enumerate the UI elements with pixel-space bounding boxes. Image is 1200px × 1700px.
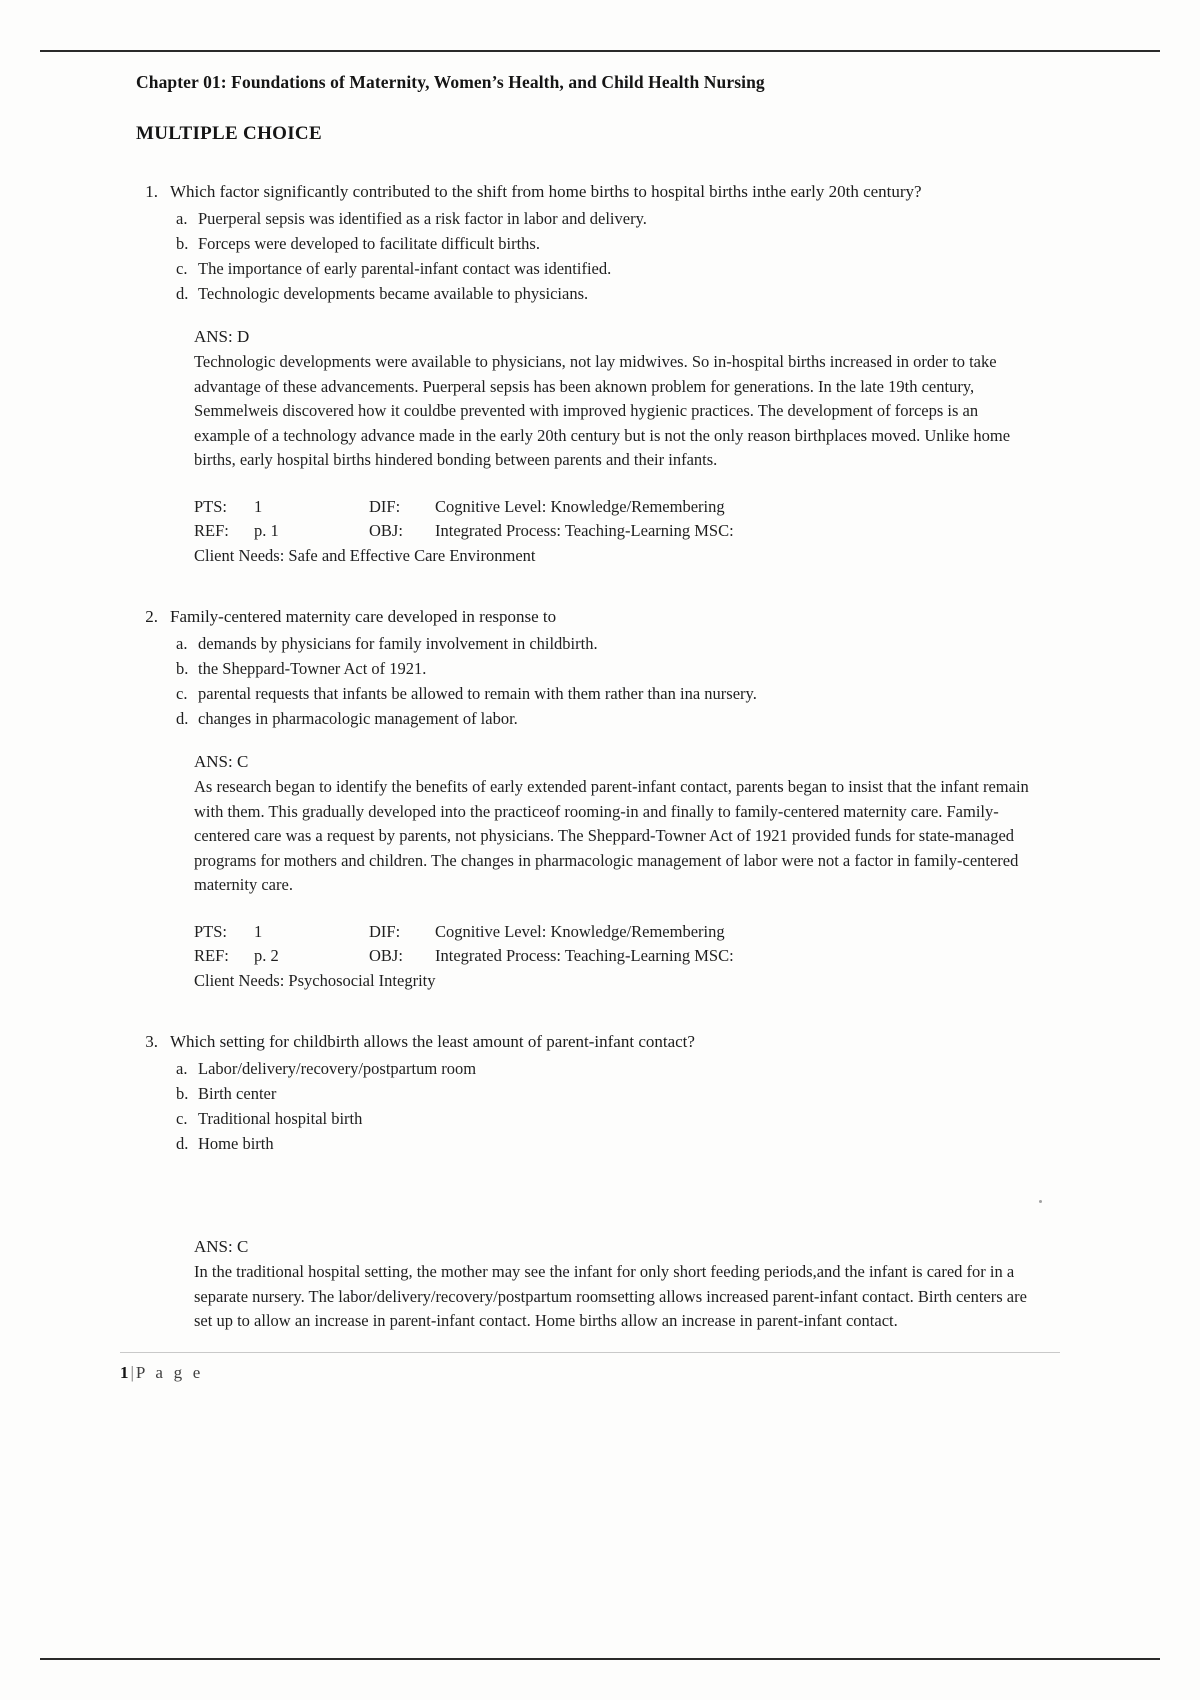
choice-item[interactable] [136, 281, 1056, 306]
client-needs: Client Needs: Safe and Effective Care Environment [194, 545, 536, 565]
page-bottom-rule [40, 1658, 1160, 1660]
question-stem-row [136, 1029, 1056, 1054]
question-stem-row [136, 604, 1056, 629]
dif-key: DIF: [369, 496, 401, 516]
question-number: 1. [145, 182, 158, 201]
page-top-rule [40, 50, 1160, 52]
question-stem: Family-centered maternity care developed in response to [170, 607, 557, 626]
choice-text: Puerperal sepsis was identified as a risk factor in labor and delivery. [198, 209, 647, 228]
choice-list [136, 206, 1056, 306]
question-metadata [194, 495, 1056, 569]
page-title: Chapter 01: Foundations of Maternity, Women’s Health, and Child Health Nursing [136, 72, 765, 92]
footer-page-word: P a g e [135, 1363, 204, 1382]
choice-text: Home birth [198, 1134, 274, 1153]
pts-key: PTS: [194, 921, 228, 941]
choice-letter: b. [176, 1084, 189, 1103]
choice-list [136, 631, 1056, 731]
ref-key: REF: [194, 521, 229, 540]
question-number: 3. [145, 1032, 158, 1051]
pts-key: PTS: [194, 496, 228, 516]
answer-label: ANS: C [194, 752, 249, 771]
obj-value: Integrated Process: Teaching-Learning MSC: [435, 521, 734, 540]
answer-rationale: In the traditional hospital setting, the mother may see the infant for only short feeding periods,and the infant is cared for in a separate nursery. The labor/delivery/recovery/postpartum roomsetting allows increased parent-infant contact. Birth centers are set up to allow an increase in parent-infant contact. Home births allow an increase in parent-infant contact. [194, 1262, 1027, 1330]
footer-separator: | [130, 1363, 134, 1382]
dif-value: Cognitive Level: Knowledge/Remembering [435, 921, 725, 941]
answer-rationale: As research began to identify the benefits of early extended parent-infant contact, parents began to insist that the infant remain with them. This gradually developed into the practiceof rooming-in and finally to family-centered maternity care. Family-centered care was a request by parents, not physicians. The Sheppard-Towner Act of 1921 provided funds for state-managed programs for mothers and children. The changes in pharmacologic management of labor were not a factor in family-centered maternity care. [194, 777, 1029, 894]
choice-item[interactable] [136, 256, 1056, 281]
answer-rationale: Technologic developments were available to physicians, not lay midwives. So in-hospital births increased in order to take advantage of these advancements. Puerperal sepsis has been aknown problem for generations. In the late 19th century, Semmelweis discovered how it couldbe prevented with improved hygienic practices. The development of forceps is an example of a technology advance made in the early 20th century but is not the only reason birthplaces moved. Unlike home births, early hospital births hindered bonding between parents and their infants. [194, 352, 1011, 469]
metadata-row-pts [194, 920, 1056, 945]
choice-letter: d. [176, 709, 189, 728]
ref-value: p. 1 [254, 521, 279, 540]
choice-letter: a. [176, 209, 188, 228]
choice-text: Traditional hospital birth [198, 1109, 363, 1128]
question-stem-row [136, 179, 1056, 204]
footer-page-number: 1 [120, 1363, 129, 1382]
obj-key: OBJ: [369, 946, 403, 965]
choice-list [136, 1056, 1056, 1156]
choice-letter: b. [176, 234, 189, 253]
choice-letter: a. [176, 1059, 188, 1078]
metadata-row-ref [194, 519, 1056, 544]
obj-value: Integrated Process: Teaching-Learning MSC: [435, 946, 734, 965]
dif-value: Cognitive Level: Knowledge/Remembering [435, 496, 725, 516]
choice-text: The importance of early parental-infant contact was identified. [198, 259, 612, 278]
choice-item[interactable] [136, 706, 1056, 731]
choice-text: demands by physicians for family involvement in childbirth. [198, 634, 598, 653]
answer-block [194, 749, 1034, 898]
document-content [136, 72, 1056, 1338]
metadata-row-pts [194, 495, 1056, 520]
choice-item[interactable] [136, 231, 1056, 256]
question-block [136, 179, 1056, 568]
choice-letter: c. [176, 1109, 188, 1128]
choice-text: Forceps were developed to facilitate difficult births. [198, 234, 540, 253]
page-footer [120, 1352, 1060, 1383]
question-stem: Which factor significantly contributed to the shift from home births to hospital births inthe early 20th century? [170, 182, 922, 201]
answer-label: ANS: C [194, 1237, 249, 1256]
choice-letter: c. [176, 259, 188, 278]
choice-letter: d. [176, 1134, 189, 1153]
choice-item[interactable] [136, 681, 1056, 706]
choice-item[interactable] [136, 1106, 1056, 1131]
choice-item[interactable] [136, 1081, 1056, 1106]
question-block [136, 604, 1056, 993]
pts-value: 1 [254, 496, 263, 516]
metadata-row-ref [194, 944, 1056, 969]
answer-block [194, 324, 1034, 473]
spacer [136, 1156, 1056, 1216]
choice-item[interactable] [136, 206, 1056, 231]
obj-key: OBJ: [369, 521, 403, 540]
client-needs: Client Needs: Psychosocial Integrity [194, 970, 436, 990]
choice-letter: c. [176, 684, 188, 703]
choice-letter: b. [176, 659, 189, 678]
question-metadata [194, 920, 1056, 994]
choice-item[interactable] [136, 1056, 1056, 1081]
choice-text: parental requests that infants be allowed to remain with them rather than ina nursery. [198, 684, 757, 703]
ref-key: REF: [194, 946, 229, 965]
spacer [136, 572, 1056, 604]
answer-block [194, 1234, 1034, 1334]
choice-text: changes in pharmacologic management of labor. [198, 709, 518, 728]
footer-text [120, 1363, 1060, 1383]
choice-item[interactable] [136, 631, 1056, 656]
choice-item[interactable] [136, 1131, 1056, 1156]
footer-rule [120, 1352, 1060, 1353]
ref-value: p. 2 [254, 946, 279, 965]
choice-letter: a. [176, 634, 188, 653]
question-number: 2. [145, 607, 158, 626]
section-heading: MULTIPLE CHOICE [136, 123, 322, 144]
spacer [136, 997, 1056, 1029]
answer-label: ANS: D [194, 327, 250, 346]
choice-text: Technologic developments became available to physicians. [198, 284, 589, 303]
question-block [136, 1029, 1056, 1334]
choice-text: Birth center [198, 1084, 277, 1103]
choice-letter: d. [176, 284, 189, 303]
question-stem: Which setting for childbirth allows the least amount of parent-infant contact? [170, 1032, 695, 1051]
dif-key: DIF: [369, 921, 401, 941]
pts-value: 1 [254, 921, 263, 941]
choice-item[interactable] [136, 656, 1056, 681]
choice-text: the Sheppard-Towner Act of 1921. [198, 659, 427, 678]
choice-text: Labor/delivery/recovery/postpartum room [198, 1059, 477, 1078]
